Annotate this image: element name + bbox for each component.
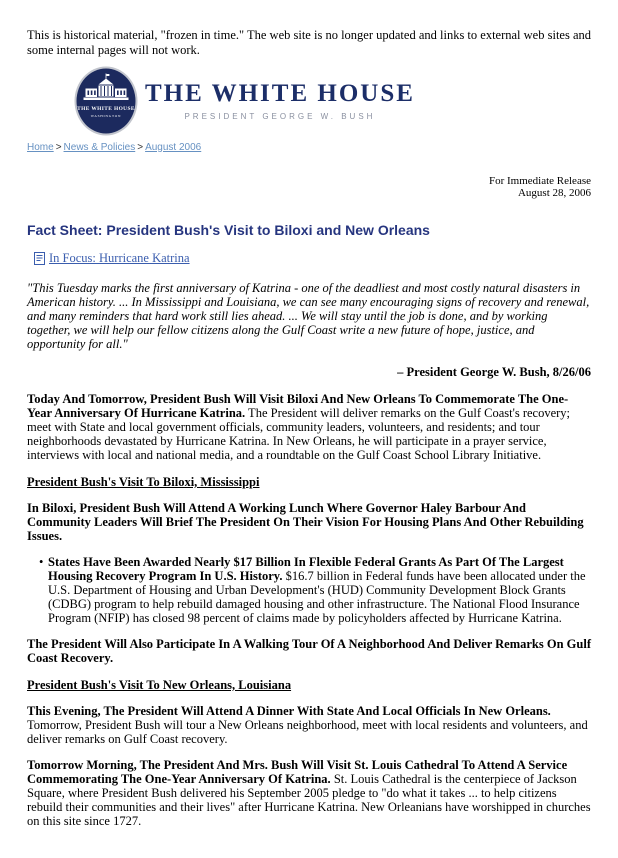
new-orleans-paragraph-1	[27, 704, 591, 746]
document-icon	[34, 252, 45, 265]
quote-attribution: – President George W. Bush, 8/26/06	[397, 364, 591, 379]
breadcrumb-link-news-policies[interactable]: News & Policies	[63, 141, 136, 153]
section-heading-biloxi: President Bush's Visit To Biloxi, Mississippi	[27, 474, 260, 489]
disclaimer-text: This is historical material, "frozen in time." The web site is no longer updated and links to external web sites and some internal pages will not work.	[27, 28, 592, 57]
seal-title: THE WHITE HOUSE	[77, 105, 135, 112]
breadcrumb	[27, 142, 591, 153]
list-item	[39, 555, 591, 625]
new-orleans-paragraph-2-body: St. Louis Cathedral is the centerpiece of Jackson Square, where President Bush delivered his September 2005 pledge to "do what it takes ... to help citizens rebuild their communities and their lives" after Hurricane Katrina. New Orleanians have worshipped in churches on this site since 1727.	[27, 771, 591, 828]
intro-body: The President will deliver remarks on the Gulf Coast's recovery; meet with State and local government officials, community leaders, volunteers, and residents; and tour neighborhoods devastated by Hurricane Katrina. In New Orleans, he will participate in a prayer service, interviews with local and national media, and a roundtable on the Gulf Coast School Library Initiative.	[27, 405, 571, 462]
seal-subtitle: WASHINGTON	[90, 113, 122, 118]
list-item-text	[48, 555, 591, 625]
new-orleans-paragraph-2	[27, 758, 591, 828]
in-focus-link[interactable]: In Focus: Hurricane Katrina	[49, 250, 190, 265]
breadcrumb-separator: >	[137, 141, 144, 153]
release-date: August 28, 2006	[517, 187, 591, 200]
bullet-icon: •	[39, 554, 44, 569]
new-orleans-paragraph-2-lead: Tomorrow Morning, The President And Mrs. Bush Will Visit St. Louis Cathedral To Attend A Service Commemorating The One-Year Anniversary Of Katrina.	[27, 757, 568, 786]
list-item-lead: States Have Been Awarded Nearly $17 Billion In Flexible Federal Grants As Part Of The Largest Housing Recovery Program In U.S. History.	[48, 554, 564, 583]
biloxi-paragraph-1	[27, 501, 591, 543]
page-title: Fact Sheet: President Bush's Visit to Biloxi and New Orleans	[27, 221, 430, 238]
biloxi-paragraph-1-lead: In Biloxi, President Bush Will Attend A Working Lunch Where Governor Haley Barbour And Community Leaders Will Brief The President On Their Vision For Housing Plans And Other Rebuilding Issues.	[27, 500, 584, 543]
release-info	[27, 175, 591, 200]
breadcrumb-link-home[interactable]: Home	[27, 141, 54, 153]
new-orleans-paragraph-1-lead: This Evening, The President Will Attend A Dinner With State And Local Officials In New Orleans.	[27, 703, 551, 718]
site-header	[74, 66, 591, 136]
site-title: THE WHITE HOUSE	[145, 79, 415, 107]
new-orleans-paragraph-1-body: Tomorrow, President Bush will tour a New Orleans neighborhood, meet with local residents and volunteers, and deliver remarks on Gulf Coast recovery.	[27, 717, 588, 746]
breadcrumb-link-august-2006[interactable]: August 2006	[145, 141, 202, 153]
list-item-body: $16.7 billion in Federal funds have been allocated under the U.S. Department of Housing and Urban Development's (HUD) Community Development Block Grants (CDBG) program to help rebuild damaged housing and other infrastructure. The National Flood Insurance Program (NFIP) has closed 98 percent of claims made by policyholders affected by Hurricane Katrina.	[48, 568, 586, 625]
intro-paragraph	[27, 392, 591, 462]
logo-text-block	[145, 66, 415, 121]
whitehouse-seal-icon	[74, 66, 138, 136]
section-heading-new-orleans: President Bush's Visit To New Orleans, Louisiana	[27, 677, 292, 692]
site-tagline: PRESIDENT GEORGE W. BUSH	[184, 111, 376, 121]
release-line: For Immediate Release	[488, 174, 591, 187]
breadcrumb-separator: >	[55, 141, 62, 153]
biloxi-paragraph-2-lead: The President Will Also Participate In A Walking Tour Of A Neighborhood And Deliver Remarks On Gulf Coast Recovery.	[27, 636, 591, 665]
in-focus-row	[34, 251, 591, 266]
intro-lead: Today And Tomorrow, President Bush Will Visit Biloxi And New Orleans To Commemorate The One-Year Anniversary Of Hurricane Katrina.	[27, 391, 569, 420]
quote-paragraph: "This Tuesday marks the first anniversary of Katrina - one of the deadliest and most costly natural disasters in American history. ... In Mississippi and Louisiana, we can see many encouraging signs of recovery and renewal, and many reminders that hard work still lies ahead. ... We will stay until the job is done, and by working together, we will help our fellow citizens along the Gulf Coast write a new future of hope, justice, and opportunity for all."	[27, 280, 590, 351]
biloxi-paragraph-2	[27, 637, 591, 665]
